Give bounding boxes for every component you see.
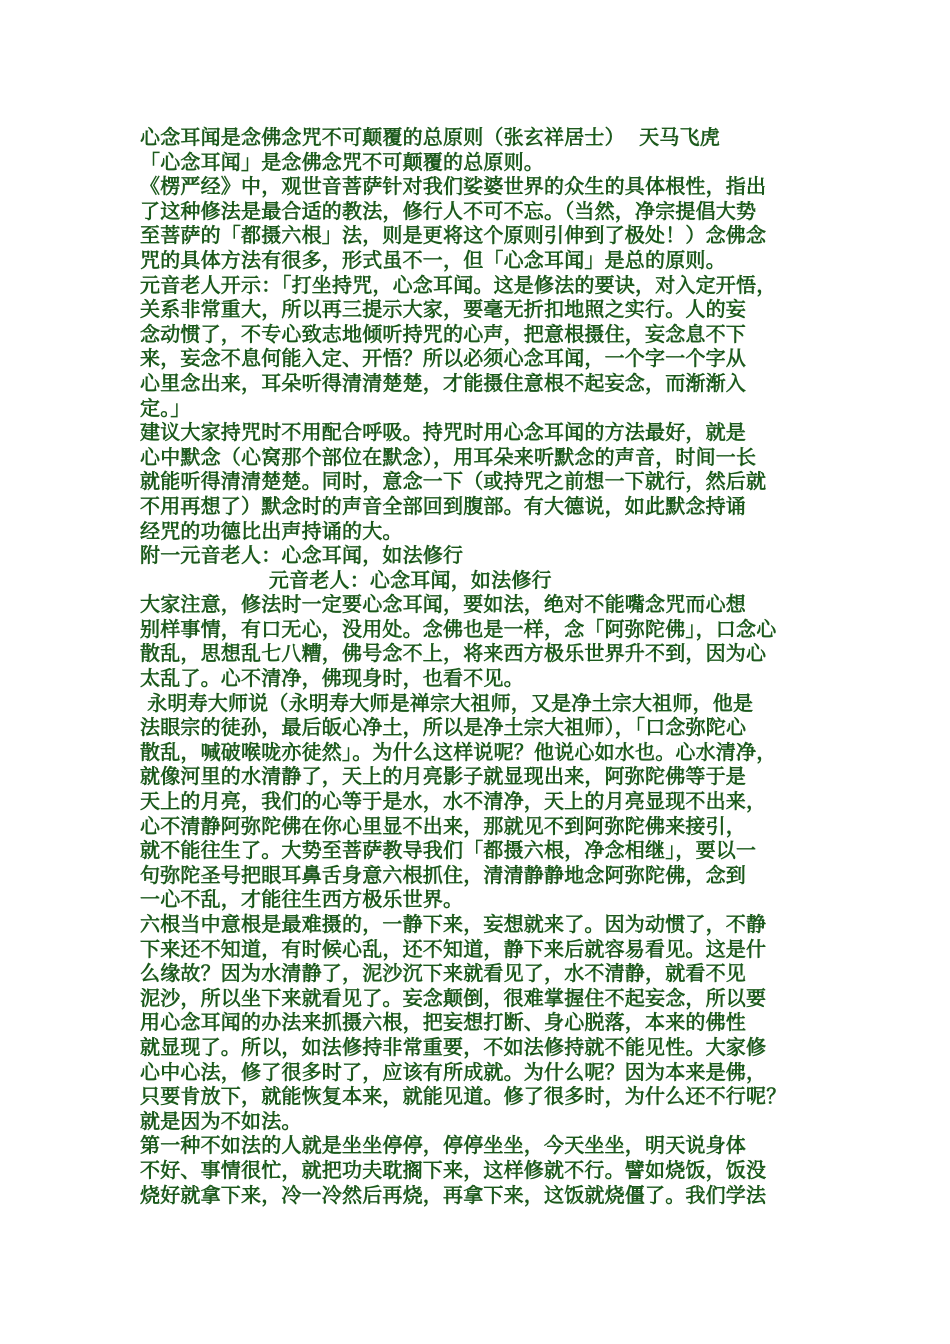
text-line: 天上的月亮，我们的心等于是水，水不清净，天上的月亮显现不出来，	[140, 789, 767, 814]
text-line: 用心念耳闻的办法来抓摄六根，把妄想打断、身心脱落，本来的佛性	[140, 1010, 746, 1035]
text-line: 就像河里的水清静了，天上的月亮影子就显现出来，阿弥陀佛等于是	[140, 764, 746, 789]
text-line: 第一种不如法的人就是坐坐停停，停停坐坐，今天坐坐，明天说身体	[140, 1133, 746, 1158]
text-line: 散乱，思想乱七八糟，佛号念不上，将来西方极乐世界升不到，因为心	[140, 641, 767, 666]
text-line: 就能听得清清楚楚。同时，意念一下（或持咒之前想一下就行，然后就	[140, 469, 767, 494]
text-line: 定。」	[140, 395, 191, 420]
text-line: 元音老人：心念耳闻，如法修行	[140, 567, 552, 592]
text-line: 散乱，喊破喉咙亦徒然」。为什么这样说呢？他说心如水也。心水清净，	[140, 739, 777, 764]
text-line: 句弥陀圣号把眼耳鼻舌身意六根抓住，清清静静地念阿弥陀佛，念到	[140, 862, 746, 887]
text-line: 「心念耳闻」是念佛念咒不可颠覆的总原则。	[140, 149, 544, 174]
text-line: 法眼宗的徒孙，最后皈心净土，所以是净土宗大祖师），「口念弥陀心	[140, 715, 747, 740]
document-title: 心念耳闻是念佛念咒不可颠覆的总原则（张玄祥居士） 天马飞虎	[140, 125, 720, 149]
text-line: 只要肯放下，就能恢复本来，就能见道。修了很多时，为什么还不行呢？	[140, 1084, 787, 1109]
text-line: 不用再想了）默念时的声音全部回到腹部。有大德说，如此默念持诵	[140, 493, 746, 518]
text-line: 一心不乱，才能往生西方极乐世界。	[140, 887, 464, 912]
text-line: 建议大家持咒时不用配合呼吸。持咒时用心念耳闻的方法最好，就是	[140, 420, 746, 445]
text-line: 咒的具体方法有很多，形式虽不一，但「心念耳闻」是总的原则。	[140, 247, 726, 272]
text-line: 来，妄念不息何能入定、开悟？所以必须心念耳闻，一个字一个字从	[140, 346, 746, 371]
text-line: 就显现了。所以，如法修持非常重要，不如法修持就不能见性。大家修	[140, 1034, 767, 1059]
text-line: 六根当中意根是最难摄的，一静下来，妄想就来了。因为动惯了，不静	[140, 912, 767, 936]
text-line: 永明寿大师说（永明寿大师是禅宗大祖师，又是净土宗大祖师，他是	[140, 690, 754, 715]
text-line: 烧好就拿下来，冷一冷然后再烧，再拿下来，这饭就烧僵了。我们学法	[140, 1182, 767, 1207]
text-line: 不好、事情很忙，就把功夫耽搁下来，这样修就不行。譬如烧饭，饭没	[140, 1157, 767, 1182]
text-line: 至菩萨的「都摄六根」法，则是更将这个原则引伸到了极处！）念佛念	[140, 223, 767, 248]
text-line: 心中默念（心窝那个部位在默念），用耳朵来听默念的声音，时间一长	[140, 444, 757, 469]
text-line: 太乱了。心不清净，佛现身时，也看不见。	[140, 666, 524, 691]
text-line: 心中心法，修了很多时了，应该有所成就。为什么呢？因为本来是佛，	[140, 1059, 767, 1084]
text-line: 经咒的功德比出声持诵的大。	[140, 518, 403, 543]
text-line: 就是因为不如法。	[140, 1108, 302, 1133]
text-line: 心里念出来，耳朵听得清清楚楚，才能摄住意根不起妄念，而渐渐入	[140, 370, 746, 395]
text-line: 元音老人开示：「打坐持咒，心念耳闻。这是修法的要诀，对入定开悟，	[140, 272, 777, 297]
text-line: 就不能往生了。大势至菩萨教导我们「都摄六根，净念相继」，要以一	[140, 838, 757, 863]
text-line: 么缘故？因为水清静了，泥沙沉下来就看见了，水不清静，就看不见	[140, 961, 746, 986]
text-line: 泥沙，所以坐下来就看见了。妄念颠倒，很难掌握住不起妄念，所以要	[140, 985, 767, 1010]
text-line: 别样事情，有口无心，没用处。念佛也是一样，念「阿弥陀佛」，口念心	[140, 616, 777, 641]
text-line: 关系非常重大，所以再三提示大家，要毫无折扣地照之实行。人的妄	[140, 297, 746, 322]
text-line: 下来还不知道，有时候心乱，还不知道，静下来后就容易看见。这是什	[140, 936, 767, 961]
text-line: 念动惯了，不专心致志地倾听持咒的心声，把意根摄住，妄念息不下	[140, 321, 746, 346]
text-line: 心不清静阿弥陀佛在你心里显不出来，那就见不到阿弥陀佛来接引，	[140, 813, 746, 838]
text-line: 了这种修法是最合适的教法，修行人不可不忘。（当然，净宗提倡大势	[140, 198, 757, 223]
text-line: 附一元音老人：心念耳闻，如法修行	[140, 543, 464, 568]
text-line: 《楞严经》中，观世音菩萨针对我们娑婆世界的众生的具体根性，指出	[140, 174, 767, 199]
text-line: 大家注意，修法时一定要心念耳闻，要如法，绝对不能嘴念咒而心想	[140, 592, 746, 617]
